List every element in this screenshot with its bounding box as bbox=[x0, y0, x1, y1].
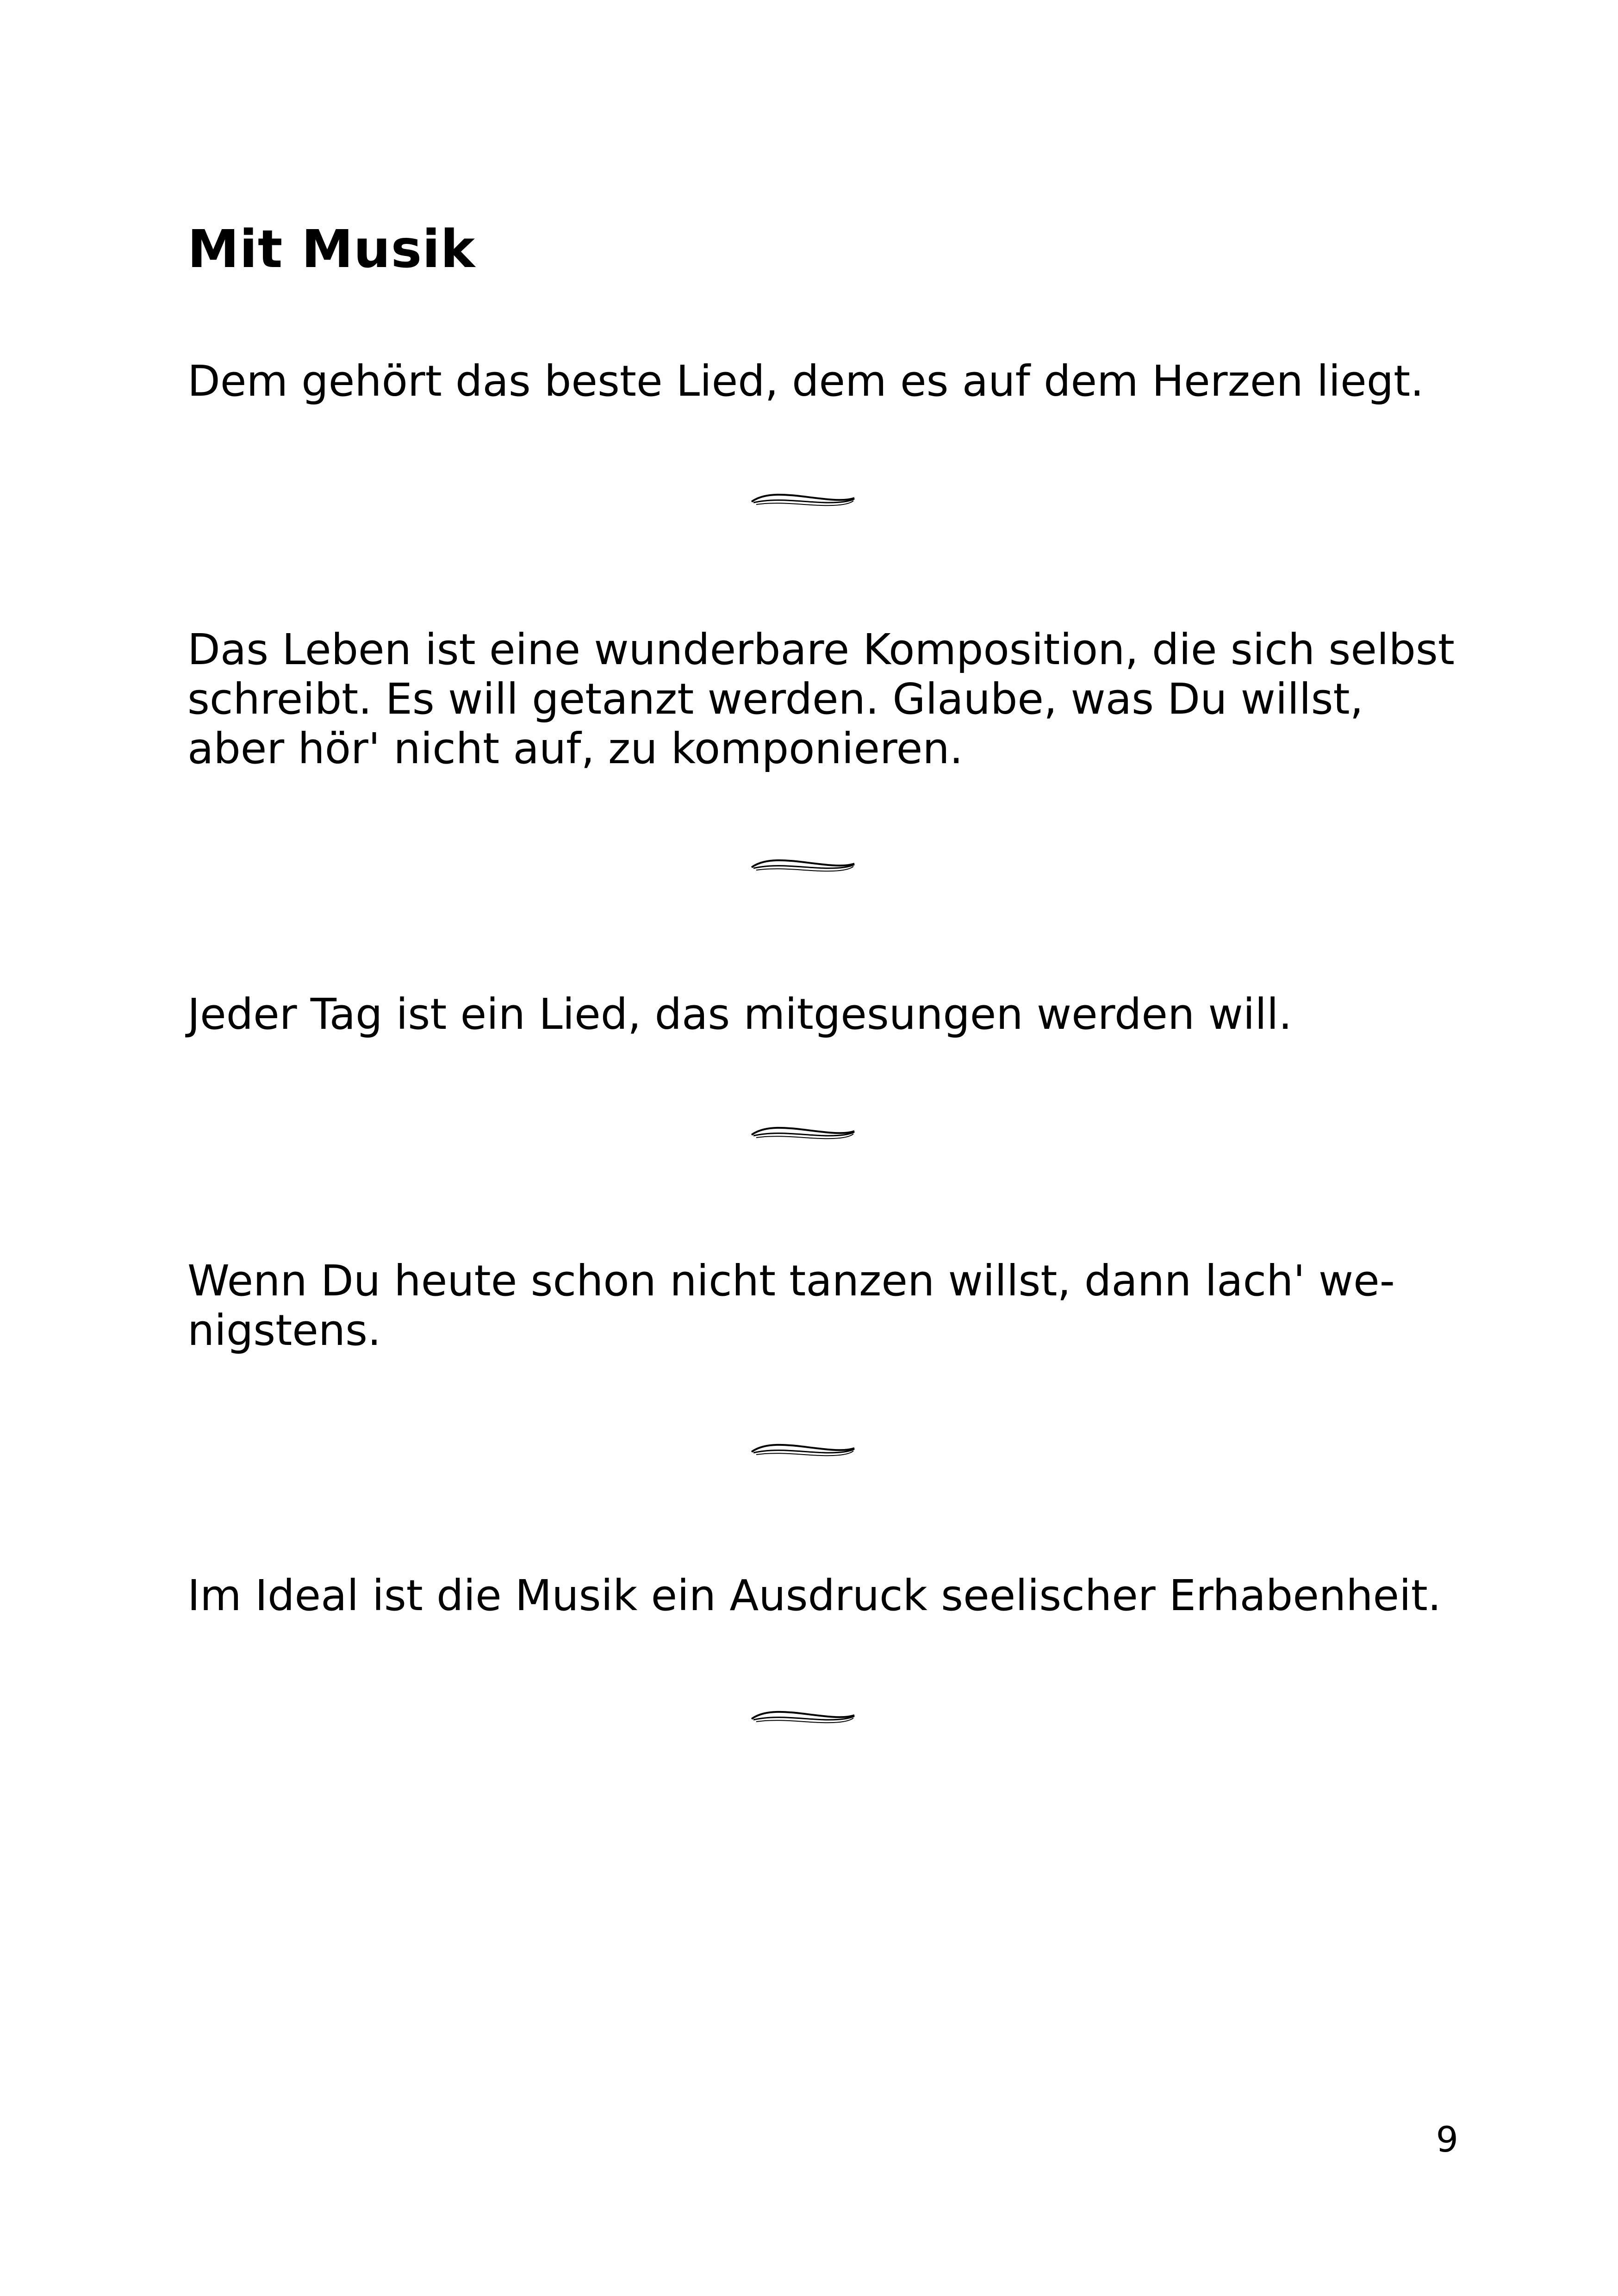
page-title: Mit Musik bbox=[187, 219, 476, 280]
quote-1: Dem gehört das beste Lied, dem es auf dem Herzen liegt. bbox=[187, 356, 1424, 406]
flourish-divider-icon bbox=[750, 1120, 856, 1143]
flourish-divider-icon bbox=[750, 1437, 856, 1460]
quote-5: Im Ideal ist die Musik ein Ausdruck seelischer Erhabenheit. bbox=[187, 1571, 1442, 1620]
flourish-divider-icon bbox=[750, 1704, 856, 1727]
quote-4: Wenn Du heute schon nicht tanzen willst, dann lach' we- nigstens. bbox=[187, 1256, 1395, 1355]
flourish-divider-icon bbox=[750, 852, 856, 876]
quote-3: Jeder Tag ist ein Lied, das mitgesungen werden will. bbox=[187, 989, 1292, 1039]
flourish-divider-icon bbox=[750, 487, 856, 510]
quote-2: Das Leben ist eine wunderbare Komposition, die sich selbst schreibt. Es will getanzt werden. Glaube, was Du willst, aber hör' nicht auf, zu komponieren. bbox=[187, 625, 1455, 773]
page-number: 9 bbox=[1436, 2119, 1458, 2160]
